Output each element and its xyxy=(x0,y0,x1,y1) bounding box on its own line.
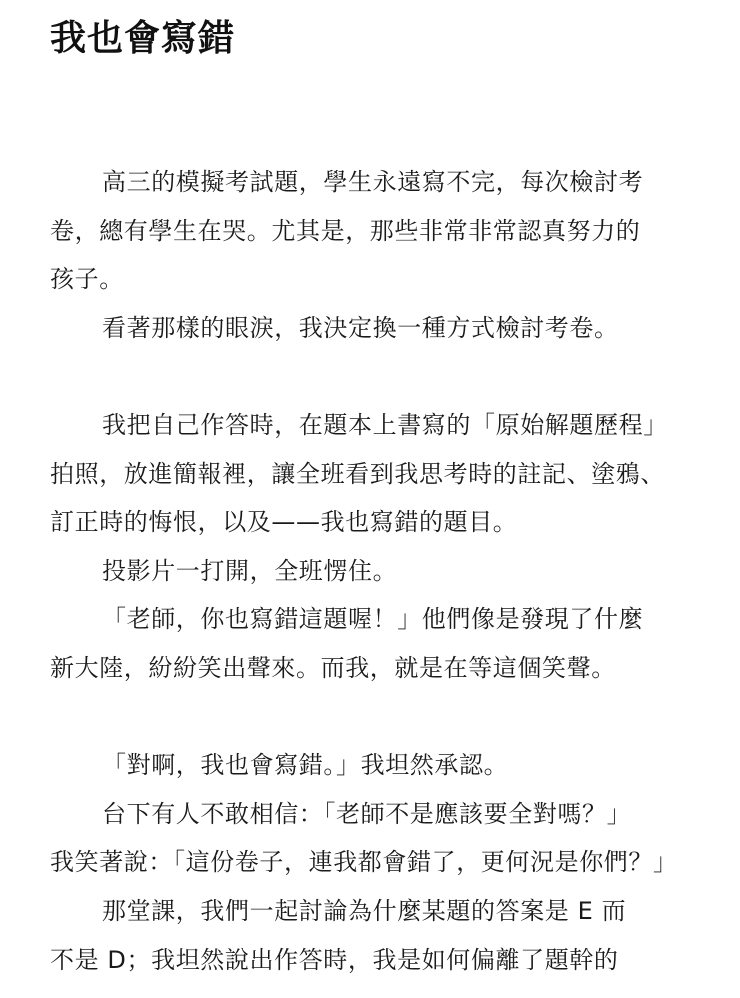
article-body xyxy=(50,158,710,984)
paragraph-line: 我笑著說：「這份卷子，連我都會錯了，更何況是你們？」 xyxy=(50,848,678,877)
paragraph-gap xyxy=(50,352,710,401)
paragraph-line: 看著那樣的眼淚，我決定換一種方式檢討考卷。 xyxy=(102,313,619,342)
article-title: 我也會寫錯 xyxy=(50,18,236,59)
paragraph-line: 新大陸，紛紛笑出聲來。而我，就是在等這個笑聲。 xyxy=(50,653,616,682)
paragraph-line: 孩子。 xyxy=(50,265,124,294)
paragraph-line: 我把自己作答時，在題本上書寫的「原始解題歷程」 xyxy=(102,410,668,439)
paragraph-line: 不是 D；我坦然說出作答時，我是如何偏離了題幹的 xyxy=(50,945,619,974)
paragraph-line: 高三的模擬考試題，學生永遠寫不完，每次檢討考 xyxy=(102,168,644,196)
paragraph-line: 拍照，放進簡報裡，讓全班看到我思考時的註記、塗鴉、 xyxy=(50,459,665,488)
paragraph-gap xyxy=(50,693,710,742)
paragraph-line: 「對啊，我也會寫錯。」我坦然承認。 xyxy=(102,751,509,780)
paragraph-line: 台下有人不敢相信：「老師不是應該要全對嗎？」 xyxy=(102,799,632,828)
paragraph-line: 投影片一打開，全班愣住。 xyxy=(102,556,398,585)
paragraph-line: 那堂課，我們一起討論為什麼某題的答案是 E 而 xyxy=(102,896,627,925)
paragraph-line: 卷，總有學生在哭。尤其是，那些非常非常認真努力的 xyxy=(50,216,641,245)
paragraph-line: 「老師，你也寫錯這題喔！」他們像是發現了什麼 xyxy=(102,605,644,634)
paragraph-line: 訂正時的悔恨，以及——我也寫錯的題目。 xyxy=(50,508,518,537)
